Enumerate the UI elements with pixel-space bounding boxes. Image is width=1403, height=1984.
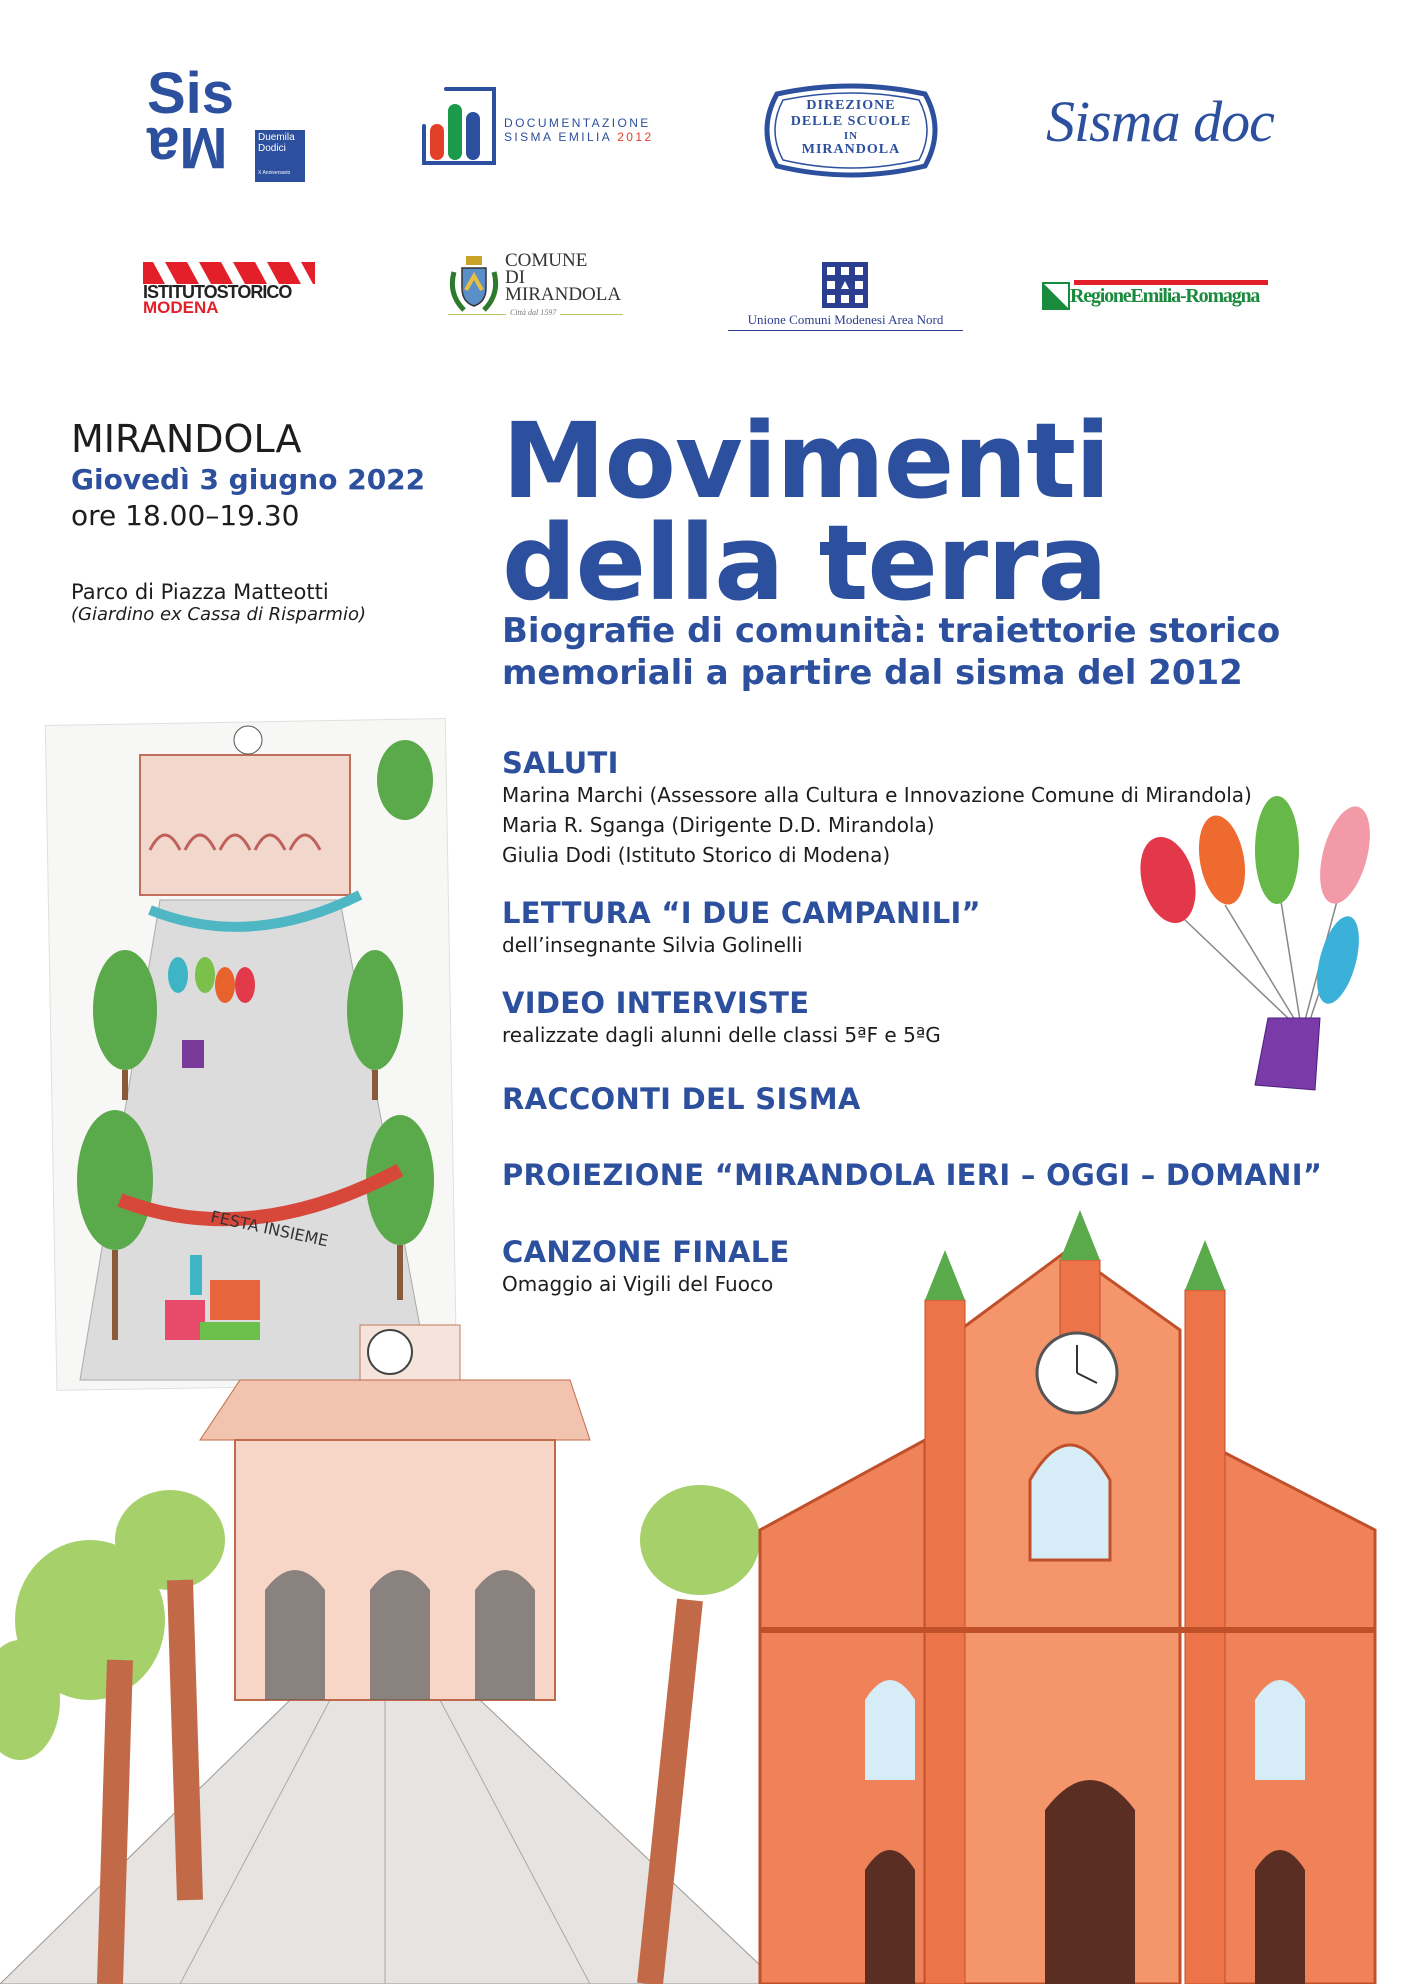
event-city: MIRANDOLA (71, 417, 302, 461)
drawing-piazza (45, 719, 457, 1391)
regione-emilia-romagna-logo (1042, 280, 1268, 314)
section-heading: CANZONE FINALE (502, 1235, 790, 1269)
logo-line: RegioneEmilia-Romagna (1070, 285, 1260, 307)
documentazione-sisma-logo (418, 86, 668, 166)
sisma-doc-logo: Sisma doc (1046, 89, 1274, 154)
section-heading: PROIEZIONE “MIRANDOLA IERI – OGGI – DOMANI” (502, 1158, 1323, 1192)
program-saluti (502, 746, 1252, 870)
title-line: Movimenti (502, 400, 1110, 522)
section-line: Omaggio ai Vigili del Fuoco (502, 1272, 774, 1296)
logo-line: DIREZIONE (806, 98, 896, 113)
section-line: Giulia Dodi (Istituto Storico di Modena) (502, 843, 891, 867)
program-proiezione (502, 1158, 1322, 1192)
subtitle-line: memoriali a partire dal sisma del 2012 (502, 653, 1243, 693)
logo-line: IN (843, 130, 859, 142)
program-lettura (502, 896, 981, 960)
comune-mirandola-logo (448, 252, 628, 326)
regione-flag-icon (1042, 282, 1070, 310)
drawing-town-hall (0, 1325, 780, 1984)
page-subtitle (502, 610, 1362, 694)
logo-line: DOCUMENTAZIONE (504, 116, 651, 130)
section-heading: LETTURA “I DUE CAMPANILI” (502, 896, 981, 930)
coat-of-arms-icon (448, 254, 500, 316)
logo-box (255, 130, 305, 182)
sisma-duemiladodici-logo (147, 61, 312, 183)
children-drawings (0, 700, 1403, 1984)
page-title (502, 400, 1110, 624)
logo-line: ISTITUTOSTORICO (143, 282, 292, 302)
logo-line: SISMA EMILIA (504, 130, 612, 144)
logo-line: MIRANDOLA (801, 142, 901, 157)
unione-comuni-logo (728, 262, 963, 332)
logo-line: DELLE SCUOLE (790, 114, 912, 129)
section-line: Maria R. Sganga (Dirigente D.D. Mirandola) (502, 813, 935, 837)
title-line: della terra (502, 502, 1107, 624)
box-line: X Anniversario (258, 170, 291, 176)
subtitle-line: Biografie di comunità: traiettorie storico (502, 611, 1281, 651)
event-info (71, 416, 425, 626)
logo-line: Unione Comuni Modenesi Area Nord (728, 312, 963, 331)
section-line: realizzate dagli alunni delle classi 5ªF e 5ªG (502, 1023, 941, 1047)
event-date: Giovedì 3 giugno 2022 (71, 463, 426, 496)
section-line: Marina Marchi (Assessore alla Cultura e Innovazione Comune di Mirandola) (502, 783, 1252, 807)
program-video (502, 986, 941, 1050)
section-line: dell’insegnante Silvia Golinelli (502, 933, 803, 957)
banner-text: FESTA INSIEME (209, 1206, 330, 1251)
logo-line: MIRANDOLA (505, 284, 622, 305)
section-heading: SALUTI (502, 746, 619, 780)
program-canzone (502, 1235, 790, 1299)
box-line: Dodici (258, 143, 286, 154)
box-line: Duemila (258, 132, 295, 143)
direzione-scuole-logo (757, 80, 945, 180)
istituto-storico-modena-logo (143, 262, 315, 318)
logo-line: MODENA (143, 298, 219, 317)
event-time: ore 18.00–19.30 (71, 499, 300, 532)
logo-line: COMUNE (505, 250, 588, 271)
stripes-graphic (143, 262, 315, 284)
logo-sis-text: Sis (147, 61, 235, 126)
logo-year: 2012 (617, 130, 654, 144)
drawing-church (760, 1210, 1375, 1984)
unione-emblem-icon (822, 262, 868, 308)
section-heading: RACCONTI DEL SISMA (502, 1082, 861, 1116)
program-racconti (502, 1082, 861, 1116)
event-venue-note: (Giardino ex Cassa di Risparmio) (71, 604, 366, 625)
event-venue: Parco di Piazza Matteotti (71, 580, 329, 604)
section-heading: VIDEO INTERVISTE (502, 986, 810, 1020)
logo-ma-text: Ma (147, 115, 228, 180)
logo-line: DI (505, 267, 526, 288)
logo-tagline: Città dal 1597 (506, 308, 560, 317)
bar-chart-icon (418, 86, 498, 166)
